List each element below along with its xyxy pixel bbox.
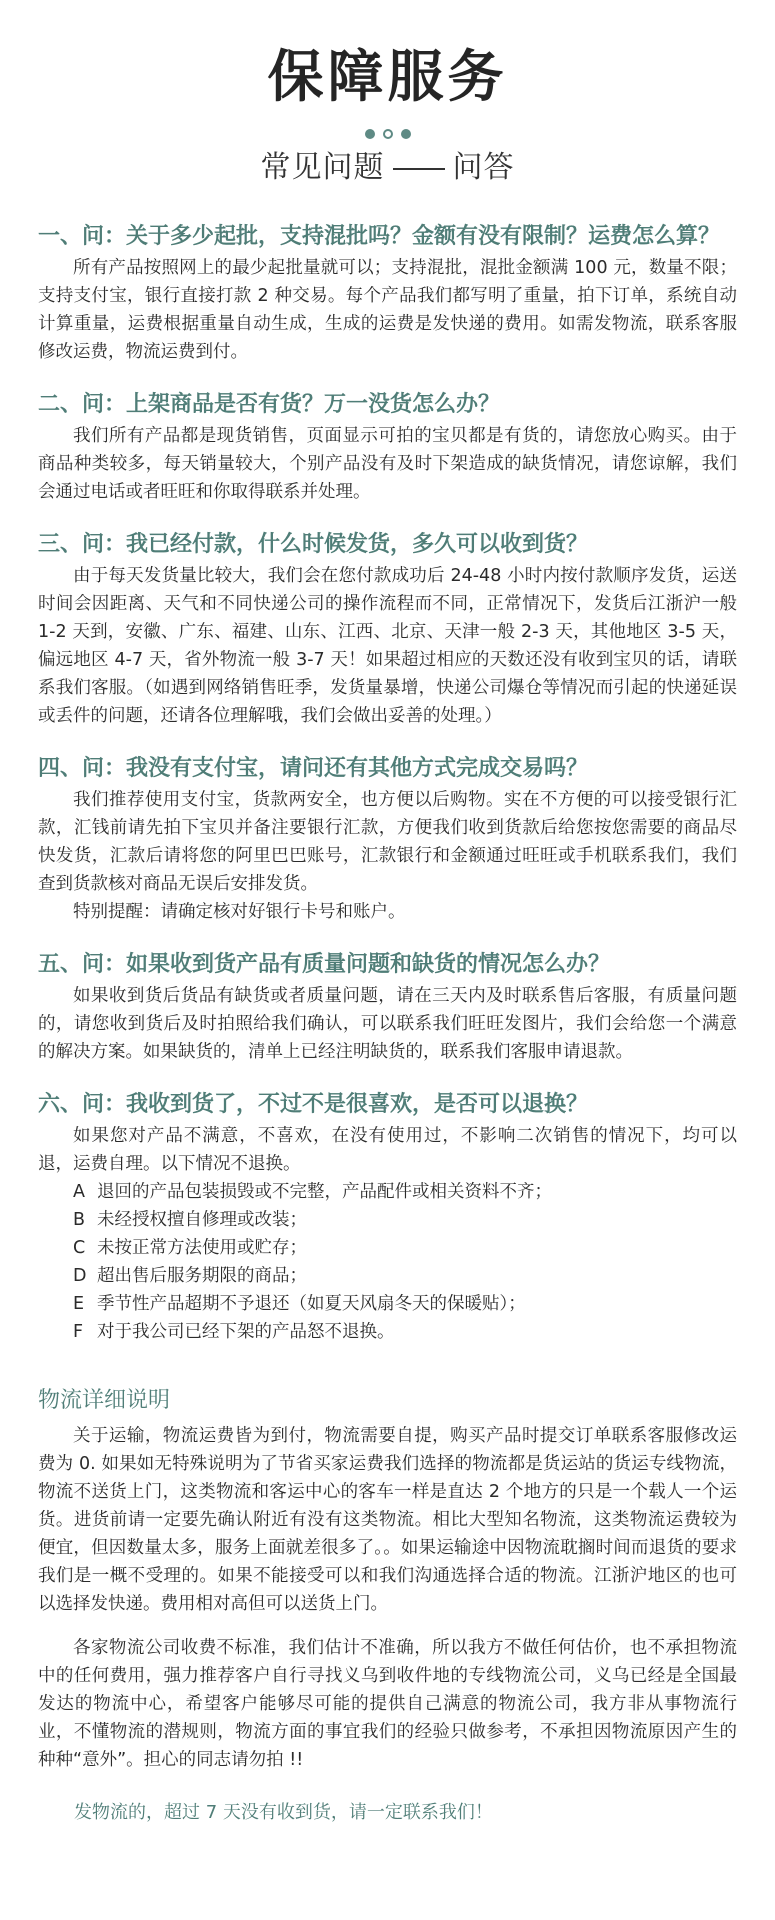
list-item — [38, 1318, 737, 1346]
contact-note: 发物流的，超过 7 天没有收到货，请一定联系我们！ — [74, 1802, 493, 1823]
faq-question: 四、问：我没有支付宝，请问还有其他方式完成交易吗？ — [38, 756, 589, 781]
subtitle-right: 问答 — [452, 150, 515, 185]
faq-section-4 — [38, 752, 737, 926]
decorative-dots — [38, 124, 737, 138]
list-text: 退回的产品包装损毁或不完整，产品配件或相关资料不齐； — [97, 1182, 552, 1202]
dot-icon — [383, 129, 393, 139]
subtitle-left: 常见问题 — [260, 150, 385, 185]
logistics-section — [38, 1384, 737, 1828]
page-subtitle — [38, 146, 737, 190]
faq-question: 三、问：我已经付款，什么时候发货，多久可以收到货？ — [38, 532, 589, 557]
faq-content — [38, 220, 737, 1828]
faq-question: 五、问：如果收到货产品有质量问题和缺货的情况怎么办？ — [38, 952, 611, 977]
logistics-paragraph: 各家物流公司收费不标准，我们估计不准确，所以我方不做任何估价，也不承担物流中的任何费用，强力推荐客户自行寻找义乌到收件地的专线物流公司，义乌已经是全国最发达的物流中心，希望客户能够尽可能的提供自己满意的物流公司，我方非从事物流行业，不懂物流的潜规则，物流方面的事宜我们的经验只做参考，不承担因物流原因产生的种种“意外”。担心的同志请勿拍 !! — [38, 1638, 737, 1770]
faq-answer: 我们所有产品都是现货销售，页面显示可拍的宝贝都是有货的，请您放心购买。由于商品种类较多，每天销量较大，个别产品没有及时下架造成的缺货情况，请您谅解，我们会通过电话或者旺旺和你取得联系并处理。 — [38, 426, 737, 502]
faq-reminder: 特别提醒：请确定核对好银行卡号和账户。 — [73, 902, 406, 922]
list-text: 未经授权擅自修理或改装； — [97, 1210, 307, 1230]
list-item — [38, 1178, 737, 1206]
list-item — [38, 1262, 737, 1290]
dash-divider — [393, 168, 445, 170]
faq-answer: 如果收到货后货品有缺货或者质量问题，请在三天内及时联系售后客服，有质量问题的，请您收到货后及时拍照给我们确认，可以联系我们旺旺发图片，我们会给您一个满意的解决方案。如果缺货的，清单上已经注明缺货的，联系我们客服申请退款。 — [38, 986, 737, 1062]
list-text: 超出售后服务期限的商品； — [97, 1266, 307, 1286]
list-letter: F — [73, 1322, 84, 1342]
list-item — [38, 1290, 737, 1318]
faq-answer: 所有产品按照网上的最少起批量就可以；支持混批，混批金额满 100 元，数量不限；支持支付宝，银行直接打款 2 种交易。每个产品我们都写明了重量，拍下订单，系统自动计算重量，运费根据重量自动生成，生成的运费是发快递的费用。如需发物流，联系客服修改运费，物流运费到付。 — [38, 258, 737, 362]
list-letter: E — [73, 1294, 85, 1314]
faq-section-6 — [38, 1088, 737, 1346]
list-letter: B — [73, 1210, 86, 1230]
faq-question: 二、问：上架商品是否有货？万一没货怎么办？ — [38, 392, 501, 417]
faq-section-5 — [38, 948, 737, 1066]
faq-question: 六、问：我收到货了，不过不是很喜欢，是否可以退换？ — [38, 1092, 589, 1117]
list-text: 季节性产品超期不予退还（如夏天风扇冬天的保暖贴）； — [97, 1294, 526, 1314]
list-letter: C — [73, 1238, 86, 1258]
list-text: 未按正常方法使用或贮存； — [97, 1238, 307, 1258]
header — [38, 0, 737, 190]
list-item — [38, 1206, 737, 1234]
faq-answer: 如果您对产品不满意，不喜欢，在没有使用过，不影响二次销售的情况下，均可以退，运费自理。以下情况不退换。 — [38, 1126, 737, 1174]
faq-answer: 由于每天发货量比较大，我们会在您付款成功后 24-48 小时内按付款顺序发货，运送时间会因距离、天气和不同快递公司的操作流程而不同，正常情况下，发货后江浙沪一般 1-2 天到，安徽、广东、福建、山东、江西、北京、天津一般 2-3 天，其他地区 3-5 天，偏远地区 4-7 天，省外物流一般 3-7 天！如果超过相应的天数还没有收到宝贝的话，请联系我们客服。（如遇到网络销售旺季，发货量暴增，快递公司爆仓等情况而引起的快递延误或丢件的问题，还请各位理解哦，我们会做出妥善的处理。） — [38, 566, 737, 726]
list-letter: A — [73, 1182, 85, 1202]
logistics-paragraph: 关于运输，物流运费皆为到付，物流需要自提，购买产品时提交订单联系客服修改运费为 0. 如果如无特殊说明为了节省买家运费我们选择的物流都是货运站的货运专线物流，物流不送货上门，这类物流和客运中心的客车一样是直达 2 个地方的只是一个载人一个运货。进货前请一定要先确认附近有没有这类物流。相比大型知名物流，这类物流运费较为便宜，但因数量太多，服务上面就差很多了。。如果运输途中因物流耽搁时间而退货的要求我们是一概不受理的。如果不能接受可以和我们沟通选择合适的物流。江浙沪地区的也可以选择发快递。费用相对高但可以送货上门。 — [38, 1426, 737, 1614]
list-text: 对于我公司已经下架的产品怒不退换。 — [97, 1322, 395, 1342]
no-return-list — [38, 1178, 737, 1346]
dot-icon — [401, 129, 411, 139]
faq-answer: 我们推荐使用支付宝，货款两安全，也方便以后购物。实在不方便的可以接受银行汇款，汇钱前请先拍下宝贝并备注要银行汇款，方便我们收到货款后给您按您需要的商品尽快发货，汇款后请将您的阿里巴巴账号，汇款银行和金额通过旺旺或手机联系我们，我们查到货款核对商品无误后安排发货。 — [38, 790, 737, 894]
page-title: 保障服务 — [267, 45, 508, 110]
faq-question: 一、问：关于多少起批，支持混批吗？金额有没有限制？运费怎么算？ — [38, 224, 721, 249]
list-item — [38, 1234, 737, 1262]
faq-section-1 — [38, 220, 737, 366]
list-letter: D — [73, 1266, 87, 1286]
logistics-title: 物流详细说明 — [38, 1388, 171, 1413]
faq-section-3 — [38, 528, 737, 730]
dot-icon — [365, 129, 375, 139]
faq-section-2 — [38, 388, 737, 506]
